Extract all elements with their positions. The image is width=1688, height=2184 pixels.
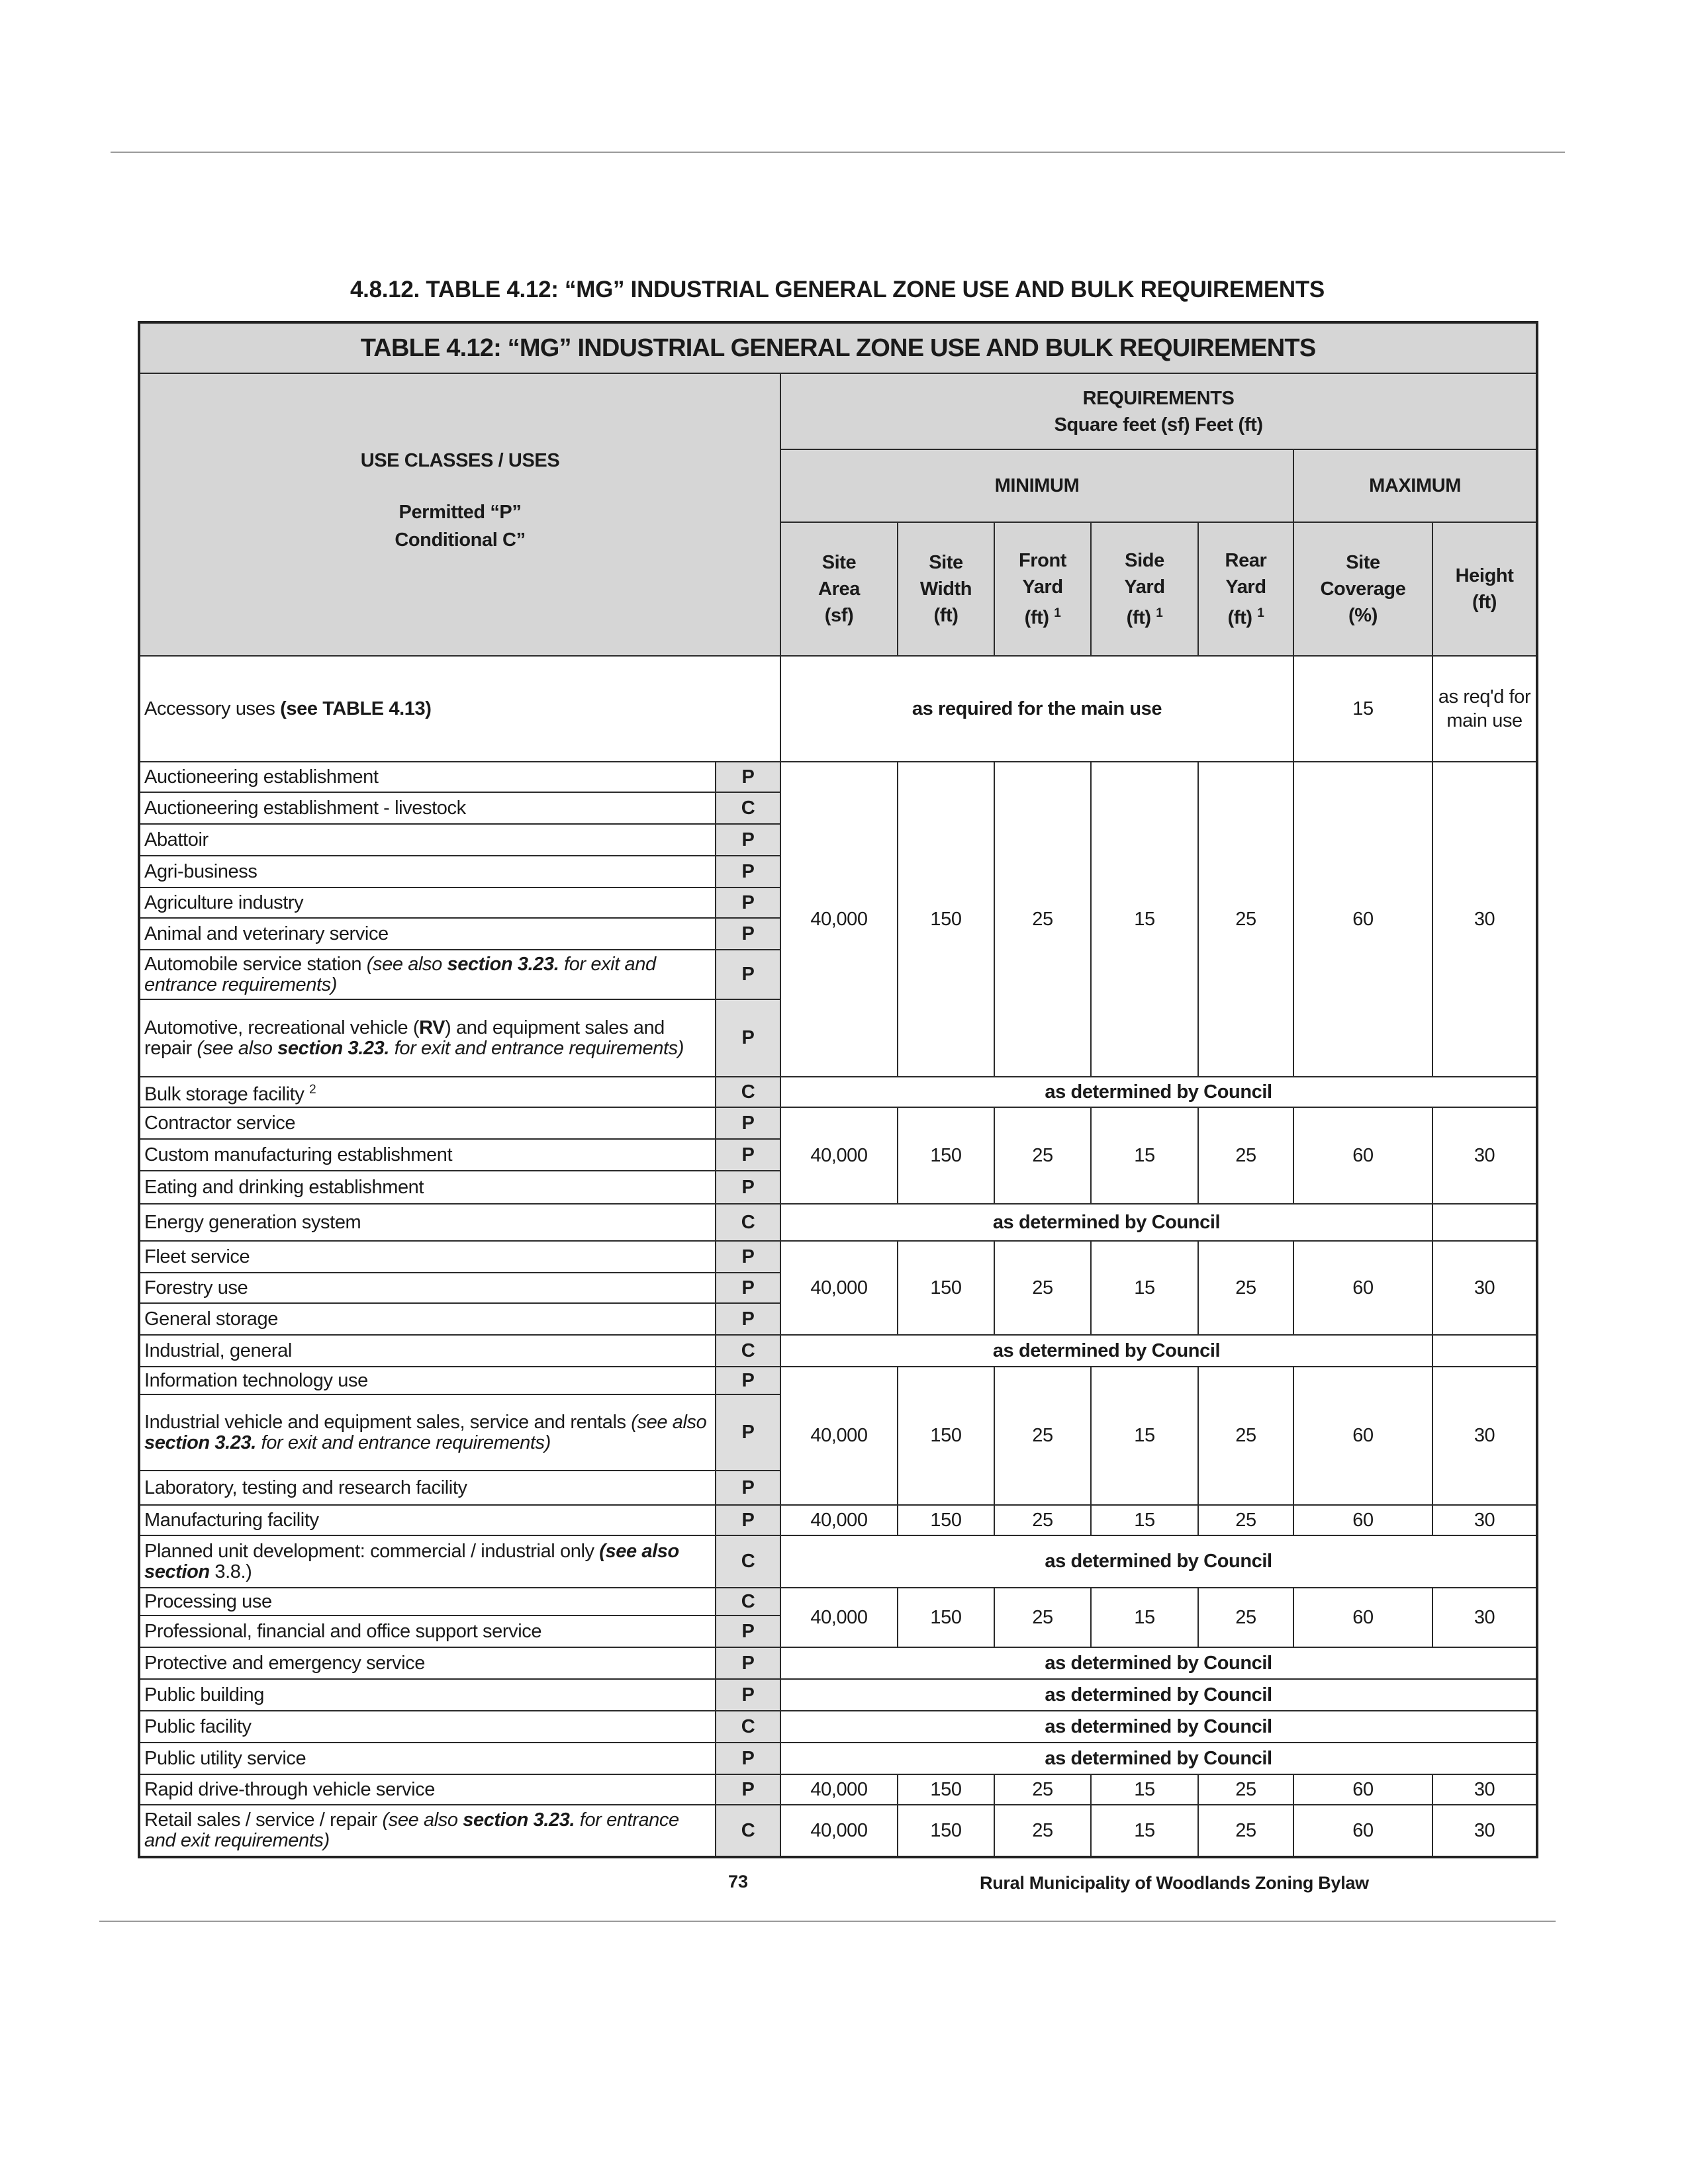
use-code: P xyxy=(716,999,780,1077)
use-label-segment: Agriculture industry xyxy=(144,891,304,913)
front-yard-value: 25 xyxy=(994,1505,1091,1535)
height-value: 30 xyxy=(1432,762,1537,1077)
footnote-marker: 1 xyxy=(1156,606,1163,620)
use-name xyxy=(139,1367,716,1394)
site-coverage-value: 60 xyxy=(1293,762,1432,1077)
site-width-value: 150 xyxy=(898,1505,994,1535)
minimum-header: MINIMUM xyxy=(780,449,1293,522)
requirements-header xyxy=(780,373,1537,449)
table-row-accessory xyxy=(139,656,1537,762)
column-header-text: Yard xyxy=(1225,576,1266,598)
table-row xyxy=(139,1805,1537,1857)
use-name xyxy=(139,1805,716,1857)
column-header-line xyxy=(1096,547,1194,574)
use-label-segment: for exit and entrance requirements) xyxy=(389,1037,684,1059)
column-header-line xyxy=(1437,589,1532,615)
use-name xyxy=(139,856,716,887)
use-label-segment: Custom manufacturing establishment xyxy=(144,1144,453,1165)
use-classes-header xyxy=(139,373,780,656)
use-code: P xyxy=(716,918,780,950)
use-label-segment: Energy generation system xyxy=(144,1211,361,1233)
use-label-segment: (see also xyxy=(382,1809,463,1831)
use-name xyxy=(139,887,716,918)
height-value: 30 xyxy=(1432,1241,1537,1335)
use-label-segment: section 3.23. xyxy=(463,1809,575,1831)
use-code: P xyxy=(716,1471,780,1505)
table-title: TABLE 4.12: “MG” INDUSTRIAL GENERAL ZONE USE AND BULK REQUIREMENTS xyxy=(139,322,1537,373)
use-label-segment: section 3.23. xyxy=(447,953,559,975)
rear-yard-value: 25 xyxy=(1198,1505,1293,1535)
table-row xyxy=(139,1743,1537,1774)
use-label-segment: Auctioneering establishment xyxy=(144,766,379,788)
use-label-segment: Animal and veterinary service xyxy=(144,923,389,944)
column-header-text: Rear xyxy=(1225,549,1267,571)
use-code: P xyxy=(716,1394,780,1471)
use-label-segment: Abattoir xyxy=(144,829,209,850)
use-code: C xyxy=(716,1535,780,1588)
site-width-value: 150 xyxy=(898,1367,994,1505)
column-header-line xyxy=(999,547,1086,574)
rear-yard-value: 25 xyxy=(1198,1241,1293,1335)
use-label-segment: for exit and entrance requirements) xyxy=(256,1432,551,1453)
height-value: as req'd for main use xyxy=(1432,656,1537,762)
use-label-segment: Bulk storage facility xyxy=(144,1083,310,1105)
footnote-marker: 1 xyxy=(1257,606,1264,620)
use-code: C xyxy=(716,1335,780,1367)
use-name xyxy=(139,1171,716,1204)
column-header-text: Height xyxy=(1455,565,1514,586)
use-name xyxy=(139,1505,716,1535)
use-label-segment: (see also xyxy=(631,1411,707,1433)
requirement-note: as determined by Council xyxy=(780,1077,1537,1107)
side-yard-value: 15 xyxy=(1091,1107,1198,1204)
use-bulk-requirements-table xyxy=(138,321,1538,1858)
table-row xyxy=(139,1204,1537,1241)
rear-yard-value: 25 xyxy=(1198,1107,1293,1204)
column-header-text: Yard xyxy=(1124,576,1165,598)
use-code: P xyxy=(716,824,780,856)
site-coverage-value: 60 xyxy=(1293,1588,1432,1647)
requirement-note: as determined by Council xyxy=(780,1679,1537,1711)
use-label-segment: Retail sales / service / repair xyxy=(144,1809,383,1831)
use-label-segment: RV xyxy=(419,1017,445,1038)
table-row xyxy=(139,1535,1537,1588)
site-coverage-value: 60 xyxy=(1293,1805,1432,1857)
use-name xyxy=(139,1588,716,1615)
use-label-segment: (see also xyxy=(366,953,447,975)
use-code: P xyxy=(716,1171,780,1204)
use-label-segment: Industrial, general xyxy=(144,1340,292,1361)
height-value: 30 xyxy=(1432,1505,1537,1535)
column-header-text: Area xyxy=(818,578,860,600)
column-header-text: Width xyxy=(919,578,972,600)
use-label-segment: Professional, financial and office support service xyxy=(144,1620,542,1642)
use-label-segment: General storage xyxy=(144,1308,278,1330)
use-name xyxy=(139,950,716,999)
use-name xyxy=(139,1204,716,1241)
rear-yard-value: 25 xyxy=(1198,762,1293,1077)
column-header-text: Site xyxy=(821,552,857,573)
column-header-line xyxy=(902,576,990,602)
use-classes-label: USE CLASSES / USES xyxy=(360,450,560,471)
side-yard-value: 15 xyxy=(1091,1588,1198,1647)
side-yard-value: 15 xyxy=(1091,1805,1198,1857)
use-label-segment: (see also section xyxy=(144,1540,679,1582)
column-header-text: (ft) xyxy=(1227,607,1252,629)
table-row xyxy=(139,1647,1537,1679)
column-header-site-area xyxy=(780,522,898,656)
use-label-segment: Information technology use xyxy=(144,1369,368,1391)
front-yard-value: 25 xyxy=(994,1367,1091,1505)
use-name xyxy=(139,1679,716,1711)
use-code: P xyxy=(716,1367,780,1394)
site-area-value: 40,000 xyxy=(780,1505,898,1535)
use-label-segment: Fleet service xyxy=(144,1246,250,1267)
column-header-line xyxy=(1203,574,1289,600)
use-code: C xyxy=(716,792,780,824)
use-code: P xyxy=(716,1743,780,1774)
column-header-line xyxy=(1298,549,1428,576)
site-width-value: 150 xyxy=(898,1107,994,1204)
use-code: P xyxy=(716,1303,780,1335)
table-row xyxy=(139,1711,1537,1743)
column-header-text: Yard xyxy=(1022,576,1063,598)
site-coverage-value: 60 xyxy=(1293,1505,1432,1535)
site-area-value: 40,000 xyxy=(780,1588,898,1647)
site-width-value: 150 xyxy=(898,1805,994,1857)
table-row xyxy=(139,1367,1537,1394)
column-header-side-yard xyxy=(1091,522,1198,656)
use-code: P xyxy=(716,856,780,887)
column-header-height xyxy=(1432,522,1537,656)
use-label-segment: (see also xyxy=(197,1037,278,1059)
use-code: C xyxy=(716,1077,780,1107)
use-label-segment: 3.8.) xyxy=(214,1561,252,1582)
rear-yard-value: 25 xyxy=(1198,1367,1293,1505)
table-row xyxy=(139,1241,1537,1273)
height-value: 30 xyxy=(1432,1774,1537,1805)
use-label-segment: Agri-business xyxy=(144,860,258,882)
side-yard-value: 15 xyxy=(1091,762,1198,1077)
column-header-line xyxy=(1437,563,1532,589)
use-name xyxy=(139,918,716,950)
column-header-text: Coverage xyxy=(1320,578,1406,600)
use-name xyxy=(139,1394,716,1471)
use-name xyxy=(139,1273,716,1303)
column-header-line xyxy=(1298,576,1428,602)
use-name xyxy=(139,1139,716,1171)
use-name xyxy=(139,999,716,1077)
use-label-segment: Processing use xyxy=(144,1590,272,1612)
use-name xyxy=(139,1241,716,1273)
column-header-text: Front xyxy=(1018,549,1067,571)
rear-yard-value: 25 xyxy=(1198,1588,1293,1647)
use-label-segment: Manufacturing facility xyxy=(144,1509,319,1531)
use-label-segment: ) and equipment sales and repair xyxy=(144,1017,665,1059)
use-label-segment: Accessory uses xyxy=(144,698,281,719)
column-header-rear-yard xyxy=(1198,522,1293,656)
use-code: P xyxy=(716,1107,780,1139)
height-value: 30 xyxy=(1432,1367,1537,1505)
front-yard-value: 25 xyxy=(994,1805,1091,1857)
use-code: C xyxy=(716,1711,780,1743)
site-width-value: 150 xyxy=(898,1241,994,1335)
use-name xyxy=(139,1743,716,1774)
use-code: P xyxy=(716,762,780,792)
use-name xyxy=(139,762,716,792)
use-label-segment: Laboratory, testing and research facility xyxy=(144,1477,467,1498)
use-label-segment: for entrance and exit requirements) xyxy=(144,1809,679,1851)
column-header-line xyxy=(785,576,893,602)
use-name xyxy=(139,1647,716,1679)
site-area-value: 40,000 xyxy=(780,1241,898,1335)
site-area-value: 40,000 xyxy=(780,1367,898,1505)
column-header-text: (ft) xyxy=(1472,592,1497,613)
use-label-segment: Automotive, recreational vehicle ( xyxy=(144,1017,420,1038)
site-coverage-value: 60 xyxy=(1293,1107,1432,1204)
column-header-text: Side xyxy=(1125,549,1164,571)
table-row xyxy=(139,1679,1537,1711)
use-code: C xyxy=(716,1805,780,1857)
use-name xyxy=(139,656,780,762)
requirement-note: as determined by Council xyxy=(780,1335,1432,1367)
use-label-segment: (see TABLE 4.13) xyxy=(280,698,432,719)
height-value: 30 xyxy=(1432,1805,1537,1857)
front-yard-value: 25 xyxy=(994,1241,1091,1335)
column-header-text: (ft) xyxy=(1126,607,1151,629)
use-name xyxy=(139,1774,716,1805)
maximum-header: MAXIMUM xyxy=(1293,449,1537,522)
requirement-note: as determined by Council xyxy=(780,1535,1537,1588)
use-label-segment: Automobile service station xyxy=(144,953,367,975)
use-code: P xyxy=(716,1139,780,1171)
use-label-segment: Rapid drive-through vehicle service xyxy=(144,1778,435,1800)
use-code: P xyxy=(716,1505,780,1535)
use-label-segment: Public facility xyxy=(144,1715,252,1737)
requirement-note: as determined by Council xyxy=(780,1743,1537,1774)
column-header-text: (sf) xyxy=(824,605,854,626)
column-header-line xyxy=(785,549,893,576)
rear-yard-value: 25 xyxy=(1198,1805,1293,1857)
site-width-value: 150 xyxy=(898,1588,994,1647)
use-label-segment: Protective and emergency service xyxy=(144,1652,426,1674)
bottom-rule xyxy=(99,1921,1556,1922)
site-coverage-value: 60 xyxy=(1293,1241,1432,1335)
table-row xyxy=(139,1107,1537,1139)
permitted-legend: Permitted “P” xyxy=(399,502,522,523)
column-header-text: (ft) xyxy=(1024,607,1049,629)
use-name xyxy=(139,1077,716,1107)
use-name xyxy=(139,1615,716,1647)
use-name xyxy=(139,1471,716,1505)
front-yard-value: 25 xyxy=(994,1107,1091,1204)
use-name xyxy=(139,1335,716,1367)
use-label-segment: Planned unit development: commercial / industrial only xyxy=(144,1540,600,1562)
use-label-segment: Contractor service xyxy=(144,1112,296,1134)
use-code: C xyxy=(716,1204,780,1241)
table-row xyxy=(139,1774,1537,1805)
use-label-segment: Industrial vehicle and equipment sales, service and rentals xyxy=(144,1411,632,1433)
use-name xyxy=(139,824,716,856)
front-yard-value: 25 xyxy=(994,1588,1091,1647)
column-header-line xyxy=(1298,602,1428,629)
rear-yard-value: 25 xyxy=(1198,1774,1293,1805)
table-row xyxy=(139,1077,1537,1107)
side-yard-value: 15 xyxy=(1091,1505,1198,1535)
conditional-legend: Conditional C” xyxy=(395,529,526,551)
column-header-line xyxy=(1203,547,1289,574)
use-code: P xyxy=(716,1615,780,1647)
use-code: P xyxy=(716,1679,780,1711)
use-label-segment: for exit and entrance requirements) xyxy=(144,953,656,995)
front-yard-value: 25 xyxy=(994,1774,1091,1805)
table-row xyxy=(139,1588,1537,1615)
requirement-note: as determined by Council xyxy=(780,1647,1537,1679)
use-label-segment: Public utility service xyxy=(144,1747,306,1769)
column-header-line xyxy=(902,602,990,629)
site-coverage-value: 15 xyxy=(1293,656,1432,762)
height-value-empty xyxy=(1432,1335,1537,1367)
height-value: 30 xyxy=(1432,1588,1537,1647)
use-code: C xyxy=(716,1588,780,1615)
table-row xyxy=(139,1505,1537,1535)
use-code: P xyxy=(716,1647,780,1679)
use-label-segment: section 3.23. xyxy=(144,1432,256,1453)
use-name xyxy=(139,1107,716,1139)
site-area-value: 40,000 xyxy=(780,762,898,1077)
column-header-line xyxy=(902,549,990,576)
use-label-segment: Auctioneering establishment - livestock xyxy=(144,797,466,819)
height-value: 30 xyxy=(1432,1107,1537,1204)
requirement-note: as determined by Council xyxy=(780,1711,1537,1743)
front-yard-value: 25 xyxy=(994,762,1091,1077)
table-row xyxy=(139,1335,1537,1367)
column-header-line xyxy=(999,600,1086,631)
column-header-line xyxy=(1203,600,1289,631)
use-name xyxy=(139,1303,716,1335)
requirement-note: as determined by Council xyxy=(780,1204,1432,1241)
top-rule xyxy=(111,152,1565,153)
use-label-segment: 2 xyxy=(309,1082,316,1097)
column-header-front-yard xyxy=(994,522,1091,656)
footnote-marker: 1 xyxy=(1054,606,1061,620)
side-yard-value: 15 xyxy=(1091,1367,1198,1505)
use-code: P xyxy=(716,1241,780,1273)
use-name xyxy=(139,792,716,824)
use-code: P xyxy=(716,1774,780,1805)
site-width-value: 150 xyxy=(898,1774,994,1805)
footer-document-title: Rural Municipality of Woodlands Zoning Bylaw xyxy=(980,1873,1369,1893)
site-area-value: 40,000 xyxy=(780,1774,898,1805)
use-name xyxy=(139,1535,716,1588)
requirement-note: as required for the main use xyxy=(780,656,1293,762)
table-row xyxy=(139,762,1537,792)
column-header-line xyxy=(999,574,1086,600)
site-coverage-value: 60 xyxy=(1293,1367,1432,1505)
column-header-site-width xyxy=(898,522,994,656)
site-coverage-value: 60 xyxy=(1293,1774,1432,1805)
column-header-text: Site xyxy=(1346,552,1380,573)
use-label-segment: Public building xyxy=(144,1684,265,1706)
column-header-line xyxy=(785,602,893,629)
units-label: Square feet (sf) Feet (ft) xyxy=(1054,414,1263,435)
use-name xyxy=(139,1711,716,1743)
column-header-text: (%) xyxy=(1348,605,1378,626)
column-header-line xyxy=(1096,574,1194,600)
use-code: P xyxy=(716,887,780,918)
requirements-label: REQUIREMENTS xyxy=(1082,387,1235,409)
side-yard-value: 15 xyxy=(1091,1241,1198,1335)
column-header-text: (ft) xyxy=(933,605,959,626)
column-header-site-coverage xyxy=(1293,522,1432,656)
page-number: 73 xyxy=(728,1872,749,1891)
use-label-segment: Forestry use xyxy=(144,1277,248,1298)
height-value-empty xyxy=(1432,1204,1537,1241)
site-width-value: 150 xyxy=(898,762,994,1077)
section-heading: 4.8.12. TABLE 4.12: “MG” INDUSTRIAL GENERAL ZONE USE AND BULK REQUIREMENTS xyxy=(350,277,1325,302)
column-header-text: Site xyxy=(929,552,963,573)
use-label-segment: section 3.23. xyxy=(277,1037,390,1059)
use-code: P xyxy=(716,950,780,999)
use-label-segment: Eating and drinking establishment xyxy=(144,1176,424,1198)
side-yard-value: 15 xyxy=(1091,1774,1198,1805)
site-area-value: 40,000 xyxy=(780,1107,898,1204)
column-header-line xyxy=(1096,600,1194,631)
site-area-value: 40,000 xyxy=(780,1805,898,1857)
use-code: P xyxy=(716,1273,780,1303)
